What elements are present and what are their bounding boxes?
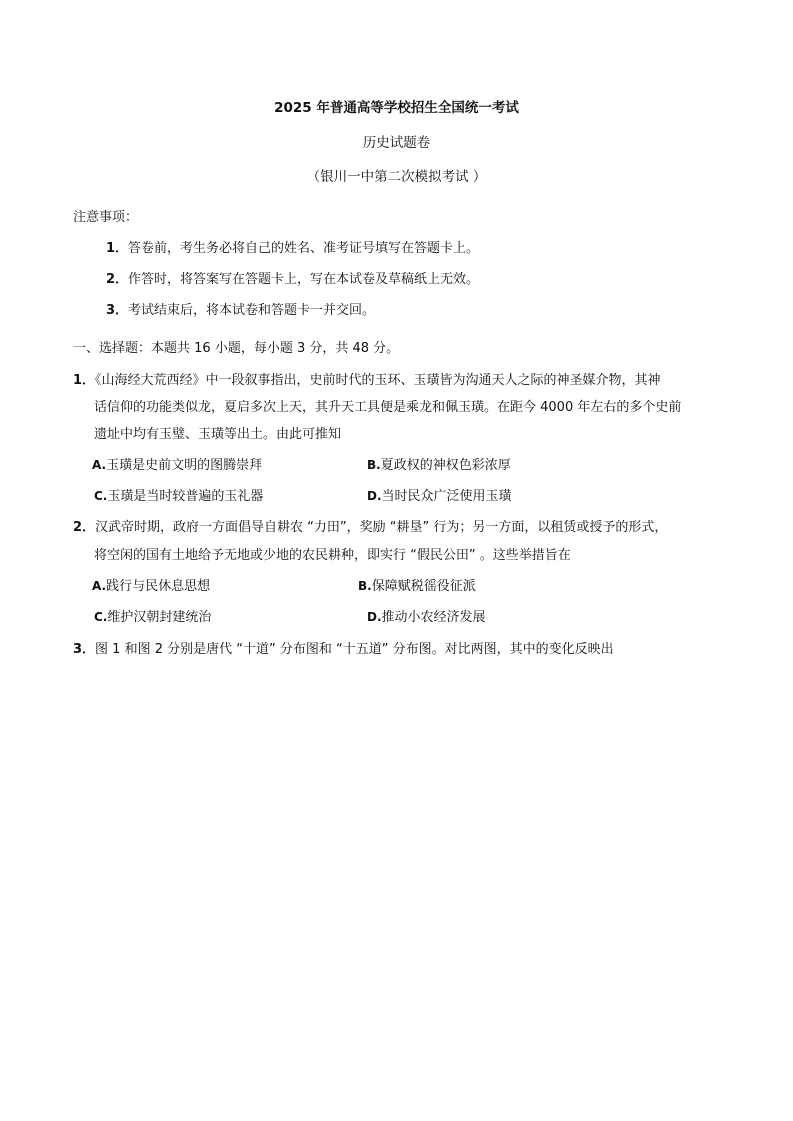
question-text: 图 1 和图 2 分别是唐代 “十道” 分布图和 “十五道” 分布图。对比两图，其中的变化反映出 bbox=[95, 642, 614, 657]
option-letter: B. bbox=[358, 579, 372, 593]
exam-note: （银川一中第二次模拟考试 ） bbox=[306, 169, 487, 185]
notice-item-number: 2． bbox=[106, 272, 129, 287]
option-text: 当时民众广泛使用玉璜 bbox=[381, 489, 512, 504]
question-text: 《山海经大荒西经》中一段叙事指出，史前时代的玉环、玉璜皆为沟通天人之际的神圣媒介物，其神 bbox=[95, 373, 661, 388]
option-letter: C. bbox=[94, 610, 108, 624]
question-3-line-1 bbox=[73, 638, 614, 657]
notice-item bbox=[106, 237, 479, 256]
option-c bbox=[94, 485, 263, 504]
option-letter: C. bbox=[94, 489, 108, 503]
question-1-line-1 bbox=[73, 369, 661, 388]
option-letter: D. bbox=[367, 610, 382, 624]
option-text: 保障赋税徭役征派 bbox=[371, 579, 476, 594]
option-b bbox=[358, 575, 476, 594]
notice-item bbox=[106, 268, 479, 287]
option-c bbox=[94, 606, 211, 625]
notice-item-text: 考试结束后，将本试卷和答题卡一并交回。 bbox=[128, 303, 376, 318]
option-d bbox=[367, 485, 512, 504]
option-text: 践行与民休息思想 bbox=[106, 579, 211, 594]
option-letter: D. bbox=[367, 489, 382, 503]
option-text: 玉璜是当时较普遍的玉礼器 bbox=[107, 489, 264, 504]
option-text: 玉璜是史前文明的图腾崇拜 bbox=[106, 458, 263, 473]
notice-item-text: 作答时，将答案写在答题卡上，写在本试卷及草稿纸上无效。 bbox=[128, 272, 480, 287]
notice-item-text: 答卷前，考生务必将自己的姓名、准考证号填写在答题卡上。 bbox=[128, 241, 480, 256]
question-1-line-2: 话信仰的功能类似龙，夏启多次上天，其升天工具便是乘龙和佩玉璜。在距今 4000 年左右的多个史前 bbox=[94, 400, 682, 415]
question-number: 1． bbox=[73, 373, 96, 388]
question-2-line-1 bbox=[73, 516, 667, 535]
option-text: 夏政权的神权色彩浓厚 bbox=[380, 458, 511, 473]
option-a bbox=[92, 454, 262, 473]
question-number: 3． bbox=[73, 642, 96, 657]
notice-item-number: 3． bbox=[106, 303, 129, 318]
exam-subtitle: 历史试题卷 bbox=[362, 135, 431, 151]
option-a bbox=[92, 575, 210, 594]
exam-title: 2025 年普通高等学校招生全国统一考试 bbox=[274, 100, 519, 116]
notice-item bbox=[106, 299, 375, 318]
option-letter: A. bbox=[92, 579, 107, 593]
question-number: 2． bbox=[73, 520, 96, 535]
option-text: 维护汉朝封建统治 bbox=[107, 610, 212, 625]
option-text: 推动小农经济发展 bbox=[381, 610, 486, 625]
option-d bbox=[367, 606, 486, 625]
option-letter: B. bbox=[367, 458, 381, 472]
question-1-line-3: 遗址中均有玉璧、玉璜等出土。由此可推知 bbox=[94, 427, 342, 442]
section-heading bbox=[73, 337, 399, 356]
section-text: 本题共 16 小题，每小题 3 分，共 48 分。 bbox=[151, 341, 400, 356]
option-letter: A. bbox=[92, 458, 107, 472]
question-text: 汉武帝时期，政府一方面倡导自耕农 “力田”，奖励 “耕垦” 行为；另一方面，以租赁或授予的形式， bbox=[95, 520, 668, 535]
section-label: 一、选择题： bbox=[73, 341, 152, 356]
question-2-line-2: 将空闲的国有土地给予无地或少地的农民耕种，即实行 “假民公田” 。这些举措旨在 bbox=[94, 548, 571, 563]
notice-heading: 注意事项： bbox=[73, 210, 139, 225]
notice-item-number: 1． bbox=[106, 241, 129, 256]
option-b bbox=[367, 454, 511, 473]
